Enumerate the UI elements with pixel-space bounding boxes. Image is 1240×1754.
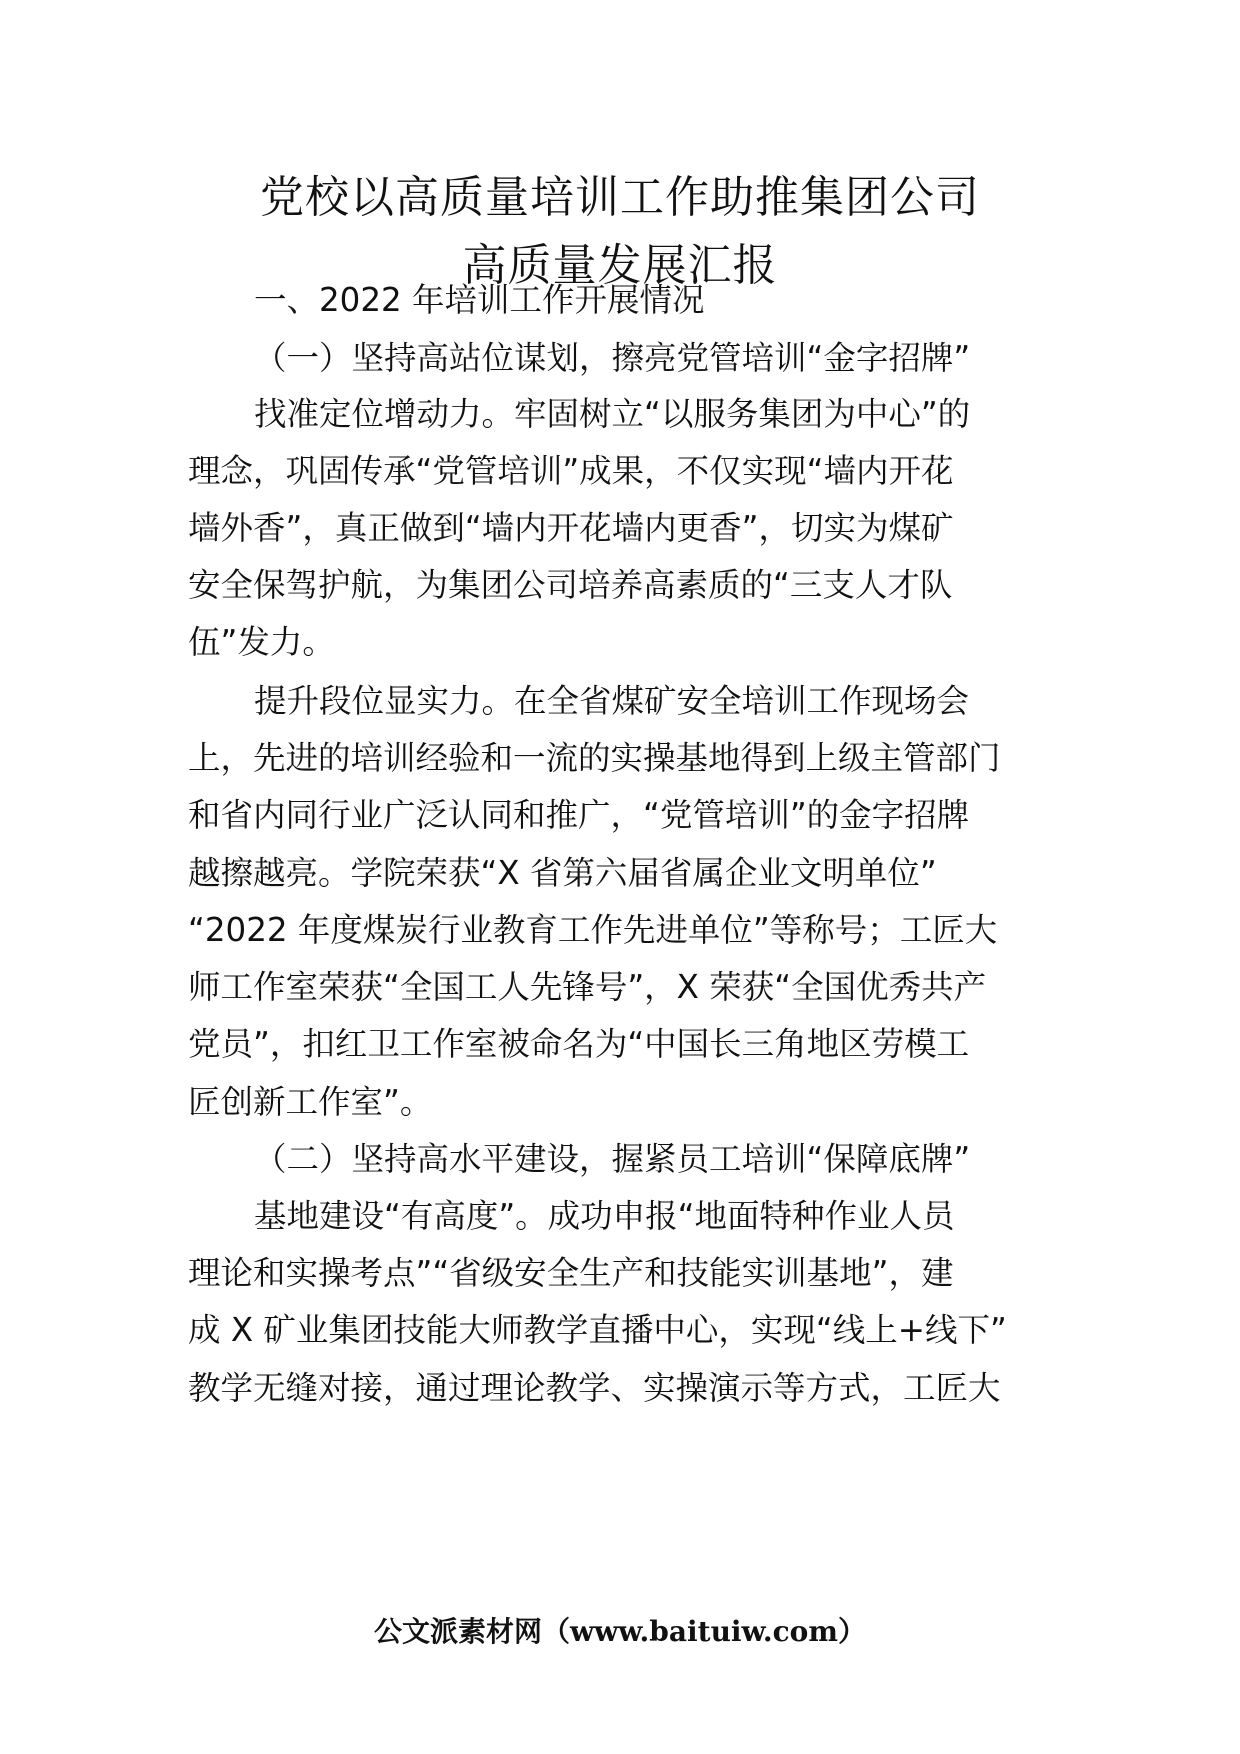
paragraph-line: 越擦越亮。学院荣获“X 省第六届省属企业文明单位”: [188, 854, 937, 892]
paragraph-line: “2022 年度煤炭行业教育工作先进单位”等称号；工匠大: [188, 911, 998, 949]
paragraph-line: 教学无缝对接，通过理论教学、实操演示等方式，工匠大: [188, 1369, 1001, 1407]
paragraph-line: 墙外香”，真正做到“墙内开花墙内更香”，切实为煤矿: [188, 509, 954, 547]
paragraph-line: 党员”，扣红卫工作室被命名为“中国长三角地区劳模工: [188, 1025, 970, 1063]
document-title-line-1: 党校以高质量培训工作助推集团公司: [260, 172, 980, 223]
paragraph-line: 伍”发力。: [188, 623, 335, 661]
document-title-line-2: 高质量发展汇报: [462, 240, 778, 291]
paragraph-line: 理念，巩固传承“党管培训”成果，不仅实现“墙内开花: [188, 452, 954, 490]
paragraph-line: 找准定位增动力。牢固树立“以服务集团为中心”的: [254, 395, 971, 433]
subsection-heading-2: （二）坚持高水平建设，握紧员工培训“保障底牌”: [254, 1140, 971, 1178]
footer-watermark: 公文派素材网（www.baituiw.com）: [374, 1615, 866, 1648]
section-heading-1: 一、2022 年培训工作开展情况: [254, 281, 705, 319]
subsection-heading-1: （一）坚持高站位谋划，擦亮党管培训“金字招牌”: [254, 339, 971, 377]
paragraph-line: 理论和实操考点”“省级安全生产和技能实训基地”，建: [188, 1254, 954, 1292]
paragraph-line: 匠创新工作室”。: [188, 1083, 433, 1121]
paragraph-line: 师工作室荣获“全国工人先锋号”，X 荣获“全国优秀共产: [188, 968, 987, 1006]
paragraph-line: 上，先进的培训经验和一流的实操基地得到上级主管部门: [188, 739, 1001, 777]
paragraph-line: 和省内同行业广泛认同和推广，“党管培训”的金字招牌: [188, 796, 970, 834]
paragraph-line: 安全保驾护航，为集团公司培养高素质的“三支人才队: [188, 566, 953, 604]
paragraph-line: 成 X 矿业集团技能大师教学直播中心，实现“线上+线下”: [188, 1311, 1007, 1349]
paragraph-line: 提升段位显实力。在全省煤矿安全培训工作现场会: [254, 682, 970, 720]
paragraph-line: 基地建设“有高度”。成功申报“地面特种作业人员: [254, 1197, 955, 1235]
